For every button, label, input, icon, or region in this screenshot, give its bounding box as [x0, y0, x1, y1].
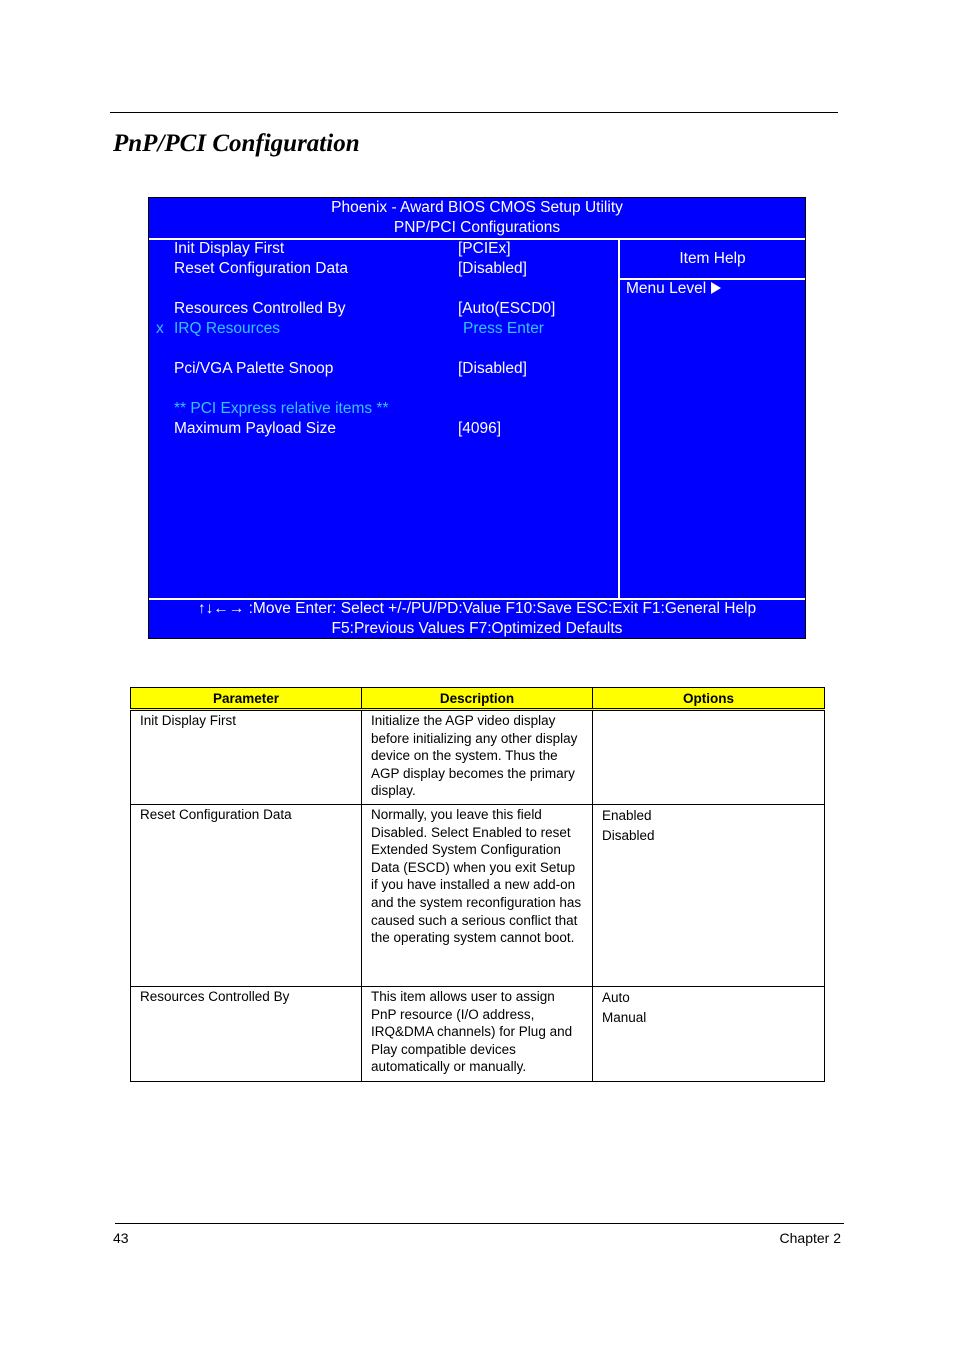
- top-rule: [110, 112, 838, 113]
- bios-item-value[interactable]: [PCIEx]: [458, 240, 511, 257]
- bios-key-help: ↑↓←→ :Move Enter: Select +/-/PU/PD:Value F10:Save ESC:Exit F1:General Help: [197, 600, 757, 617]
- bios-item-label[interactable]: Maximum Payload Size: [174, 420, 336, 437]
- options-cell: [593, 987, 825, 1082]
- bios-item-label[interactable]: Pci/VGA Palette Snoop: [174, 360, 334, 377]
- column-header-description: Description: [362, 688, 593, 710]
- bios-key-help-secondary: F5:Previous Values F7:Optimized Defaults: [331, 620, 623, 637]
- menu-level-label: Menu Level: [626, 280, 707, 297]
- description-cell: This item allows user to assign PnP resource (I/O address, IRQ&DMA channels) for Plug and Play compatible devices automatically or manually.: [362, 987, 593, 1082]
- options-cell: [593, 710, 825, 805]
- item-help-heading: Item Help: [679, 250, 746, 267]
- bios-panel-divider: [618, 238, 620, 598]
- option-value: Auto: [602, 990, 630, 1005]
- bottom-rule: [115, 1223, 844, 1224]
- option-value: Manual: [602, 1010, 647, 1025]
- bios-item-value[interactable]: Press Enter: [463, 320, 544, 337]
- description-cell: Initialize the AGP video display before initializing any other display device on the system. Thus the AGP display becomes the primary display.: [362, 710, 593, 805]
- parameter-cell: Resources Controlled By: [131, 987, 362, 1082]
- bios-screen: [148, 197, 806, 639]
- parameter-cell: Init Display First: [131, 710, 362, 805]
- table-row: [131, 805, 825, 987]
- option-value: Disabled: [602, 828, 655, 843]
- options-cell: [593, 805, 825, 987]
- bios-item-disabled-marker: x: [156, 320, 164, 337]
- bios-item-value[interactable]: [Auto(ESCD0]: [458, 300, 556, 317]
- triangle-right-icon: [711, 282, 721, 294]
- chapter-label: Chapter 2: [779, 1230, 841, 1246]
- page-title: PnP/PCI Configuration: [113, 130, 360, 157]
- page-number: 43: [113, 1230, 129, 1246]
- bios-header-subtitle: PNP/PCI Configurations: [393, 219, 561, 236]
- parameter-cell: Reset Configuration Data: [131, 805, 362, 987]
- table-row: [131, 710, 825, 805]
- column-header-options: Options: [593, 688, 825, 710]
- parameter-table: [130, 687, 825, 1082]
- option-value: Enabled: [602, 808, 652, 823]
- table-header-row: [131, 688, 825, 710]
- bios-item-label[interactable]: IRQ Resources: [174, 320, 280, 337]
- bios-header-title: Phoenix - Award BIOS CMOS Setup Utility: [331, 199, 623, 216]
- menu-level: [626, 279, 721, 299]
- bios-item-label[interactable]: Resources Controlled By: [174, 300, 346, 317]
- bios-item-label[interactable]: Reset Configuration Data: [174, 260, 349, 277]
- bios-item-value[interactable]: [Disabled]: [458, 260, 527, 277]
- column-header-parameter: Parameter: [131, 688, 362, 710]
- bios-item-value[interactable]: [4096]: [458, 420, 502, 437]
- description-cell: Normally, you leave this field Disabled. Select Enabled to reset Extended System Configuration Data (ESCD) when you exit Setup if you have installed a new add-on and the system reconfiguration has caused such a serious conflict that the operating system cannot boot.: [362, 805, 593, 987]
- bios-section-heading: ** PCI Express relative items **: [174, 400, 389, 417]
- bios-item-label[interactable]: Init Display First: [174, 240, 285, 257]
- bios-item-value[interactable]: [Disabled]: [458, 360, 527, 377]
- table-row: [131, 987, 825, 1082]
